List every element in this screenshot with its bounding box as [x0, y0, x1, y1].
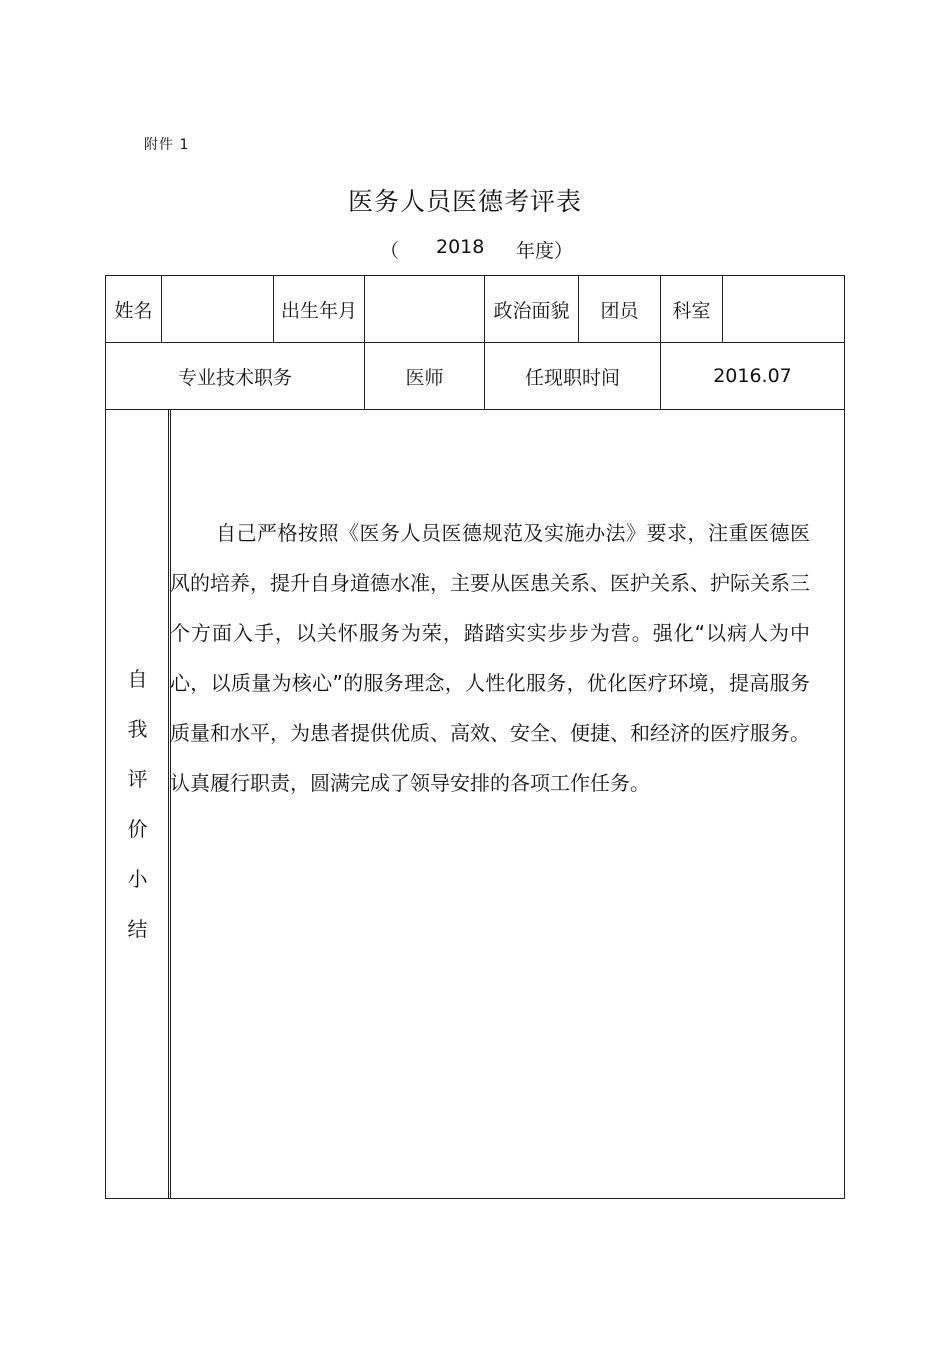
tenure-label: 任现职时间	[524, 366, 620, 389]
self-evaluation-label-char: 结	[127, 917, 148, 941]
tenure-value: 2016.07	[713, 365, 792, 387]
year-value: 2018	[436, 236, 485, 258]
evaluation-form-table	[105, 275, 845, 1199]
birth-date-value	[365, 276, 484, 342]
year-suffix: 年度）	[516, 240, 574, 262]
self-evaluation-label-char: 小	[127, 867, 148, 891]
self-evaluation-label-char: 我	[127, 717, 148, 741]
row-divider-2	[106, 409, 844, 410]
name-value	[162, 276, 273, 342]
attachment-label: 附件 1	[144, 137, 190, 153]
department-value	[723, 276, 844, 342]
page-title: 医务人员医德考评表	[347, 187, 582, 216]
year-open-paren: （	[380, 240, 400, 262]
self-evaluation-label-char: 价	[127, 817, 148, 841]
self-evaluation-text: 自己严格按照《医务人员医德规范及实施办法》要求，注重医德医风的培养，提升自身道德水准，主要从医患关系、医护关系、护际关系三个方面入手，以关怀服务为荣，踏踏实实步步为营。强化“以病人为中心，以质量为核心”的服务理念，人性化服务，优化医疗环境，提高服务质量和水平，为患者提供优质、高效、安全、便捷、和经济的医疗服务。认真履行职责，圆满完成了领导安排的各项工作任务。	[170, 521, 810, 795]
birth-date-label: 出生年月	[280, 299, 357, 322]
political-status-value: 团员	[600, 299, 639, 322]
self-evaluation-label-char: 评	[127, 767, 148, 791]
self-evaluation-label	[106, 409, 169, 1199]
professional-title-value: 医师	[405, 366, 444, 389]
department-label: 科室	[672, 299, 711, 322]
self-evaluation-label-char: 自	[127, 667, 148, 691]
professional-title-label: 专业技术职务	[177, 366, 292, 389]
political-status-label: 政治面貌	[493, 299, 570, 322]
name-label: 姓名	[114, 299, 153, 322]
